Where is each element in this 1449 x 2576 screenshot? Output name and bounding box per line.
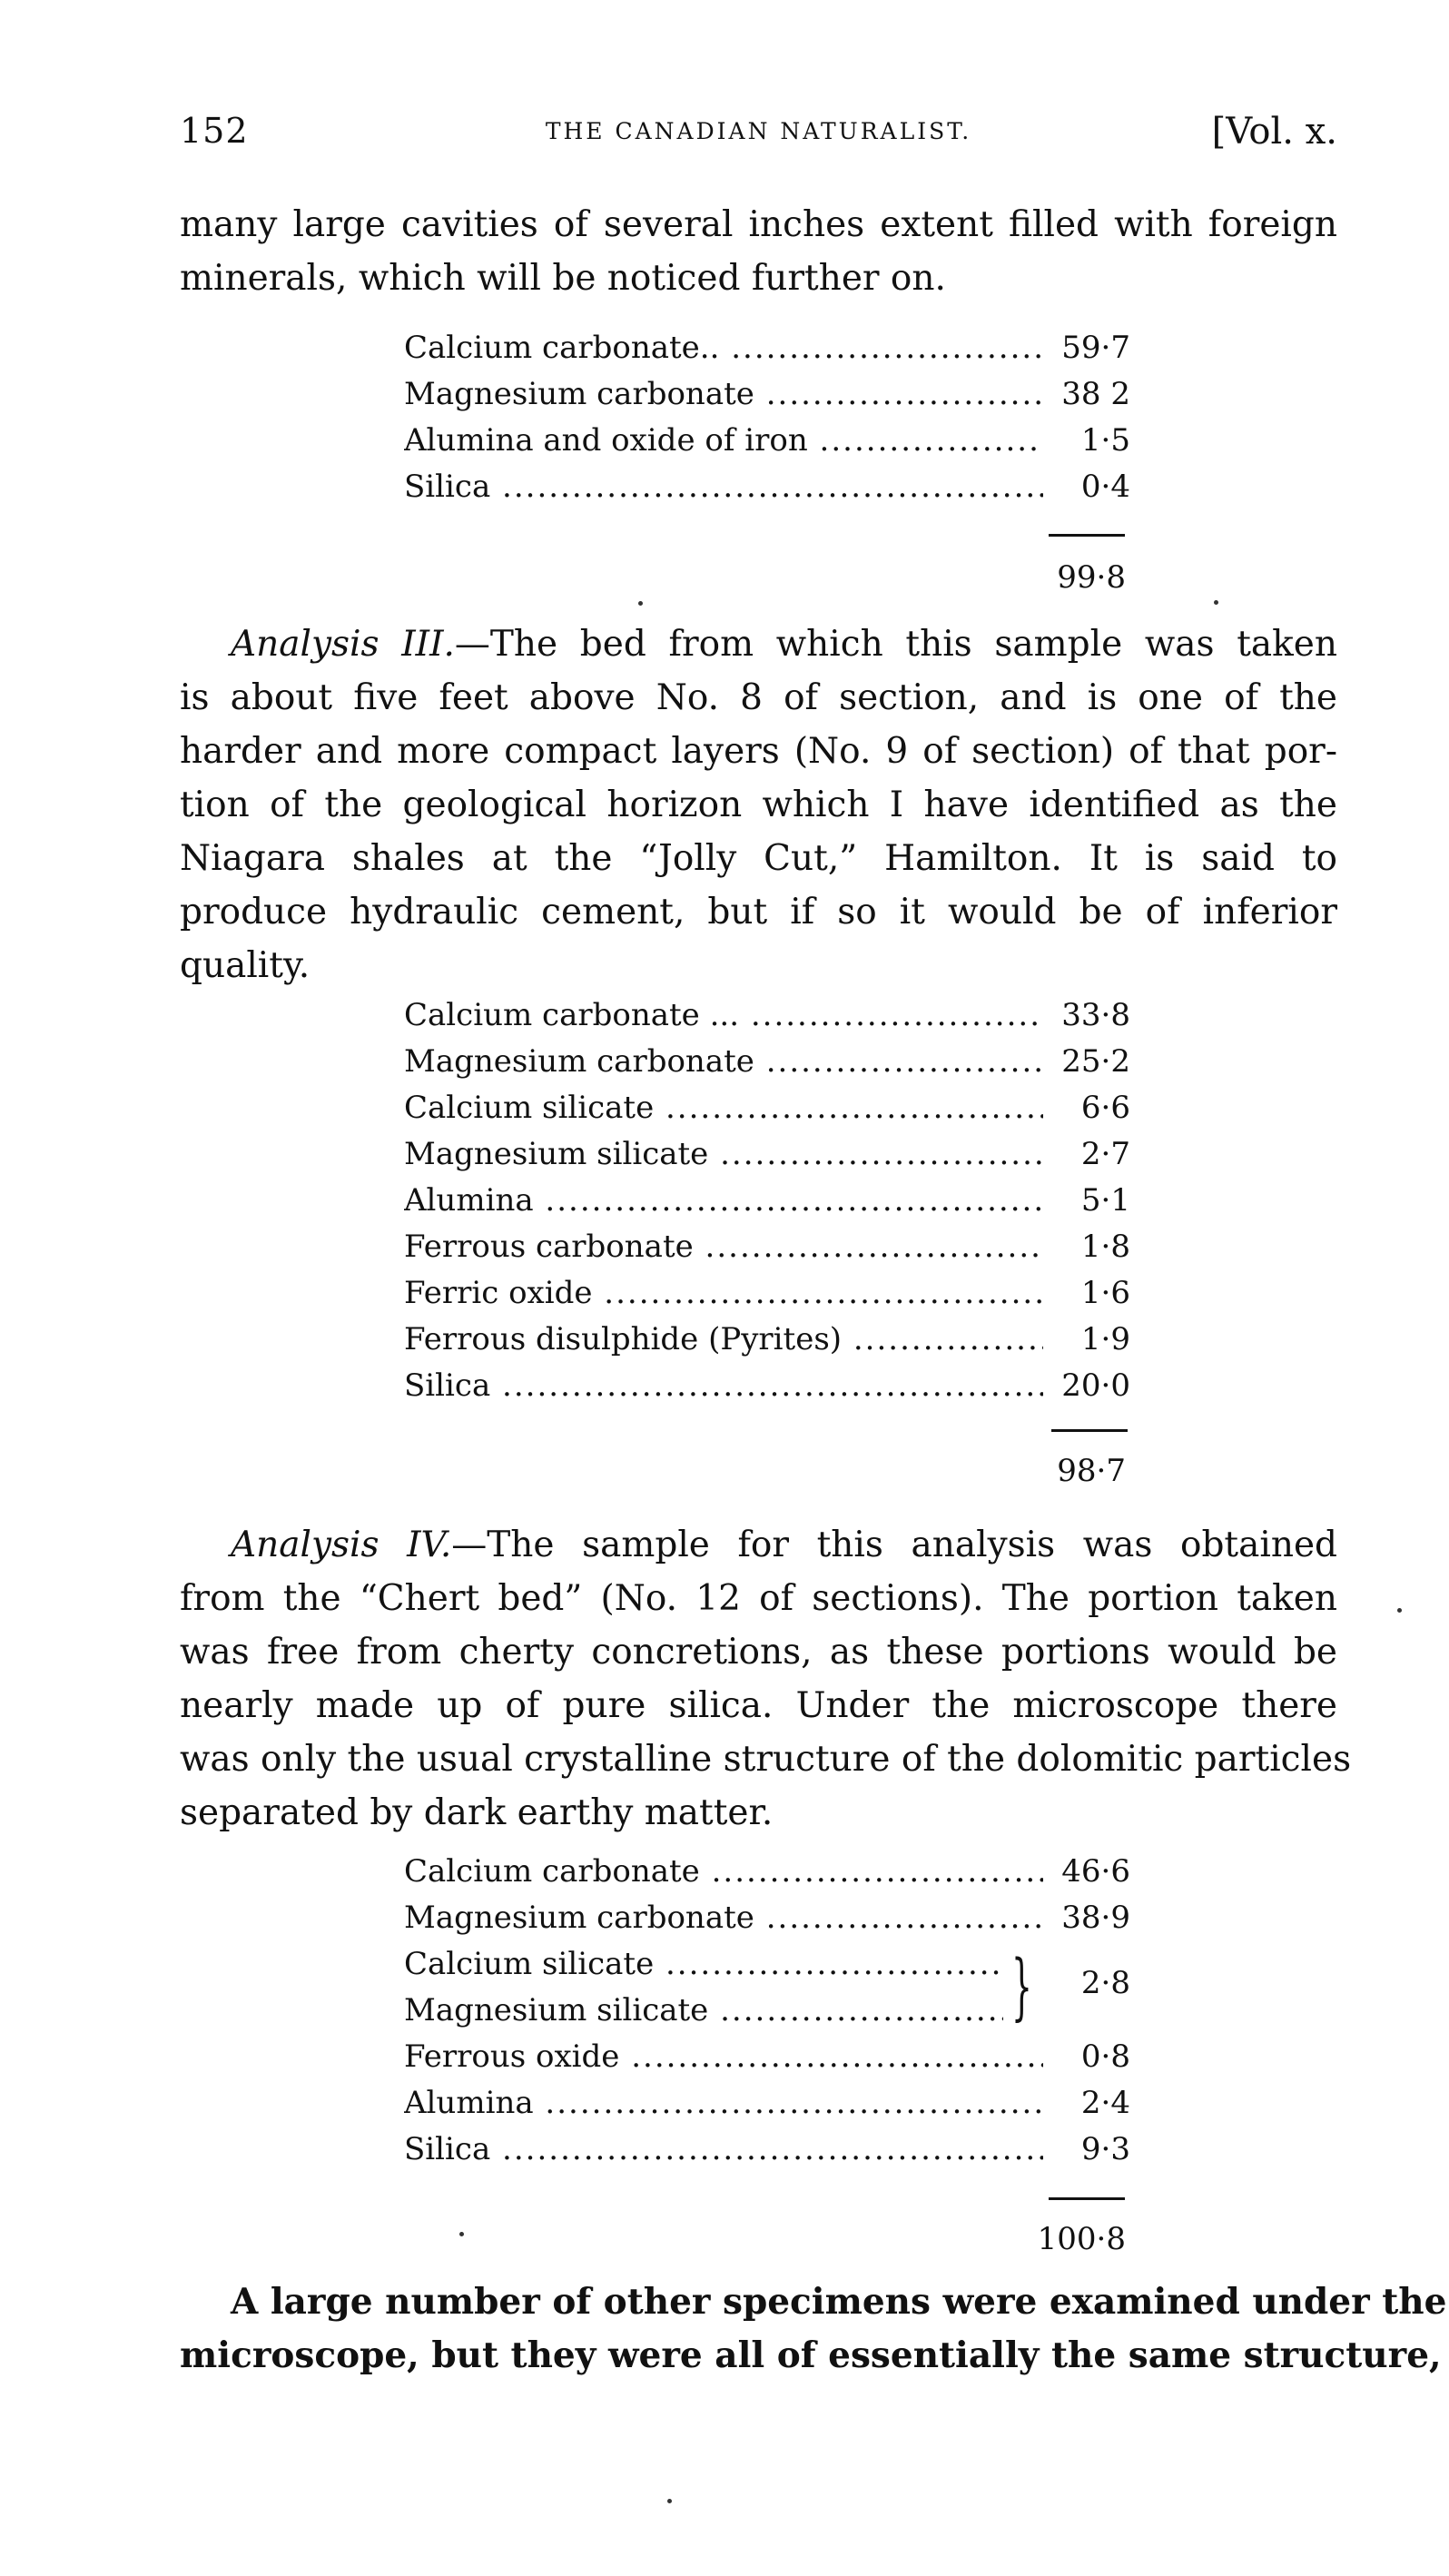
analysis-3-paragraph bbox=[180, 617, 1337, 992]
row-value: 2·7 bbox=[1043, 1131, 1130, 1178]
analysis-4-total: 100·8 bbox=[1037, 2221, 1126, 2257]
row-value: 1·5 bbox=[1043, 418, 1130, 464]
row-label: Calcium silicate ..... bbox=[404, 1941, 1003, 1988]
row-value: 38·9 bbox=[1043, 1895, 1130, 1941]
text-line: is about five feet above No. 8 of section, and is one of the bbox=[180, 677, 1337, 718]
table-row bbox=[404, 1849, 1130, 1895]
text-line: was only the usual crystalline structure of the dolomitic particles bbox=[180, 1739, 1352, 1780]
row-value: 2·4 bbox=[1043, 2080, 1130, 2127]
table-row bbox=[404, 1178, 1130, 1224]
row-value: 20·0 bbox=[1043, 1363, 1130, 1409]
row-value: 5·1 bbox=[1043, 1178, 1130, 1224]
row-value: 6·6 bbox=[1043, 1085, 1130, 1131]
row-label: Calcium carbonate ..... bbox=[404, 1849, 1058, 1895]
brace-glyph: } bbox=[1011, 1944, 1032, 2028]
row-label: Magnesium carbonate ..... bbox=[404, 371, 1058, 418]
row-value: 1·9 bbox=[1043, 1317, 1130, 1363]
row-label: Ferrous oxide ..... bbox=[404, 2034, 1058, 2080]
brace-value: 2·8 bbox=[1080, 1965, 1130, 2001]
text-line: tion of the geological horizon which I have identified as the bbox=[180, 785, 1337, 825]
page-number: 152 bbox=[180, 111, 249, 151]
running-title: THE CANADIAN NATURALIST. bbox=[545, 118, 972, 144]
row-label: Alumina ..... bbox=[404, 1178, 1058, 1224]
row-label: Magnesium carbonate ..... bbox=[404, 1039, 1058, 1085]
table-row bbox=[404, 2080, 1130, 2127]
row-value: 33·8 bbox=[1043, 992, 1130, 1039]
intro-paragraph bbox=[180, 198, 1337, 305]
text-fragment: —The sample for this analysis was obtained bbox=[451, 1525, 1337, 1565]
analysis-3-heading: Analysis III. bbox=[231, 624, 455, 665]
analysis-3-total: 98·7 bbox=[1057, 1453, 1126, 1489]
row-label: Ferrous disulphide (Pyrites) ..... bbox=[404, 1317, 1058, 1363]
table-row bbox=[404, 325, 1130, 371]
text-line: from the “Chert bed” (No. 12 of sections). The portion taken bbox=[180, 1578, 1337, 1619]
volume-label: [Vol. x. bbox=[1211, 111, 1337, 153]
row-value: 1·6 bbox=[1043, 1270, 1130, 1317]
analysis-3-table bbox=[404, 992, 1130, 1409]
row-label: Alumina and oxide of iron ..... bbox=[404, 418, 1058, 464]
scan-speck bbox=[1397, 1608, 1402, 1613]
scan-speck bbox=[459, 2232, 464, 2236]
row-label: Alumina ..... bbox=[404, 2080, 1058, 2127]
table-row bbox=[404, 2127, 1130, 2173]
sum-rule bbox=[1049, 2197, 1125, 2200]
table-row bbox=[404, 418, 1130, 464]
row-label: Silica ..... bbox=[404, 2127, 1058, 2173]
table-row bbox=[404, 1317, 1130, 1363]
row-value: 0·4 bbox=[1043, 464, 1130, 510]
text-line: minerals, which will be noticed further on. bbox=[180, 258, 946, 299]
text-line bbox=[180, 1518, 1337, 1572]
row-value: 25·2 bbox=[1043, 1039, 1130, 1085]
text-line: A large number of other specimens were examined under the bbox=[231, 2281, 1447, 2323]
scan-speck bbox=[667, 2499, 672, 2503]
row-value: 38 2 bbox=[1043, 371, 1130, 418]
running-header bbox=[180, 111, 1337, 165]
table-row bbox=[404, 992, 1130, 1039]
table-row bbox=[404, 1363, 1130, 1409]
row-label: Ferrous carbonate ..... bbox=[404, 1224, 1058, 1270]
sum-rule bbox=[1051, 1429, 1128, 1432]
text-line: quality. bbox=[180, 945, 310, 986]
text-line: was free from cherty concretions, as these portions would be bbox=[180, 1632, 1337, 1673]
row-value: 9·3 bbox=[1043, 2127, 1130, 2173]
row-label: Ferric oxide ..... bbox=[404, 1270, 1058, 1317]
scan-speck bbox=[638, 601, 643, 606]
text-line: Niagara shales at the “Jolly Cut,” Hamilton. It is said to bbox=[180, 838, 1337, 879]
text-line: harder and more compact layers (No. 9 of section) of that por- bbox=[180, 731, 1337, 772]
table-row bbox=[404, 464, 1130, 510]
text-line: nearly made up of pure silica. Under the microscope there bbox=[180, 1685, 1337, 1726]
text-fragment: —The bed from which this sample was taken bbox=[454, 624, 1337, 665]
row-value: 59·7 bbox=[1043, 325, 1130, 371]
row-label: Calcium carbonate ... ..... bbox=[404, 992, 1058, 1039]
row-label: Magnesium silicate ..... bbox=[404, 1988, 1003, 2034]
table-row bbox=[404, 1039, 1130, 1085]
text-line: microscope, but they were all of essentially the same structure, bbox=[180, 2334, 1442, 2376]
table-row bbox=[404, 1895, 1130, 1941]
row-value: 0·8 bbox=[1043, 2034, 1130, 2080]
row-label: Calcium silicate ..... bbox=[404, 1085, 1058, 1131]
text-line bbox=[180, 617, 1337, 671]
table-row bbox=[404, 1085, 1130, 1131]
table-row bbox=[404, 1131, 1130, 1178]
table-row bbox=[404, 1224, 1130, 1270]
table-row bbox=[404, 371, 1130, 418]
row-label: Magnesium silicate ..... bbox=[404, 1131, 1058, 1178]
analysis-4-table bbox=[404, 1849, 1130, 2173]
text-line: produce hydraulic cement, but if so it would be of inferior bbox=[180, 892, 1337, 933]
row-label: Calcium carbonate.. ..... bbox=[404, 325, 1058, 371]
table-row bbox=[404, 2034, 1130, 2080]
row-label: Magnesium carbonate ..... bbox=[404, 1895, 1058, 1941]
row-value: 1·8 bbox=[1043, 1224, 1130, 1270]
scan-speck bbox=[1214, 600, 1218, 605]
closing-paragraph bbox=[180, 2275, 1447, 2383]
row-label: Silica ..... bbox=[404, 464, 1058, 510]
row-value: 46·6 bbox=[1043, 1849, 1130, 1895]
row-label: Silica ..... bbox=[404, 1363, 1058, 1409]
analysis-4-paragraph bbox=[180, 1518, 1352, 1840]
analysis-4-heading: Analysis IV. bbox=[231, 1525, 452, 1565]
table-row bbox=[404, 1270, 1130, 1317]
text-line: separated by dark earthy matter. bbox=[180, 1792, 774, 1833]
analysis-2-total: 99·8 bbox=[1057, 559, 1126, 596]
text-line: many large cavities of several inches extent filled with foreign bbox=[180, 204, 1337, 245]
analysis-2-table bbox=[404, 325, 1130, 510]
sum-rule bbox=[1049, 534, 1125, 537]
